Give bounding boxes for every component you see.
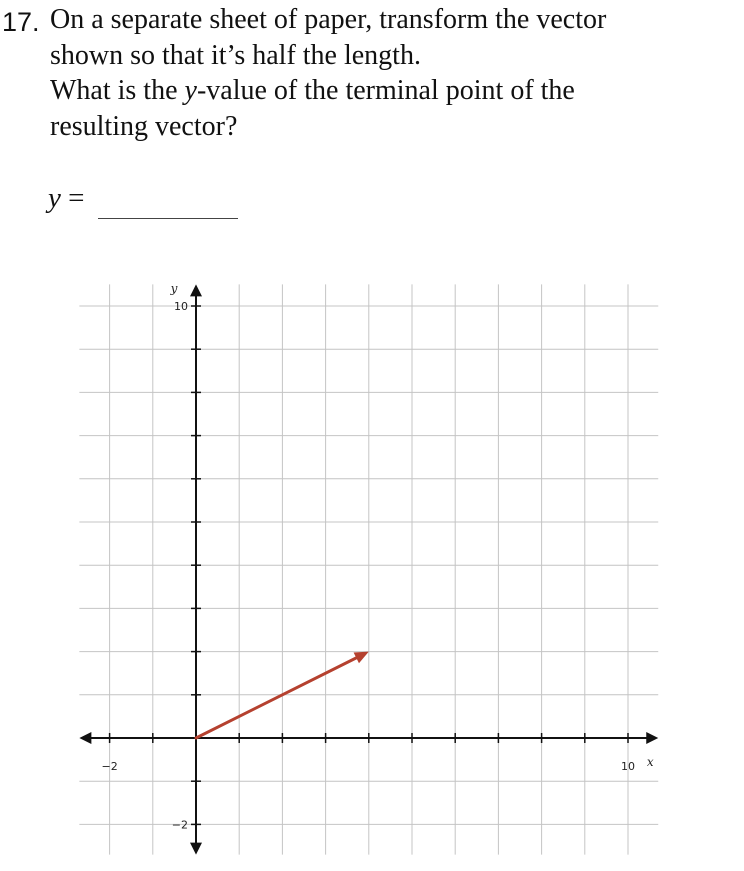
x-tick-label: 10 [621, 760, 635, 773]
question-variable: y [184, 75, 197, 106]
question-text-line-2: shown so that it’s half the length. [50, 40, 421, 71]
question-text-part: -value of the terminal point of the [196, 75, 575, 106]
y-axis-arrow-down [190, 843, 202, 855]
answer-variable: y [48, 182, 61, 214]
answer-equals: = [60, 182, 85, 214]
x-tick-label: −2 [101, 760, 118, 773]
y-tick-label: 10 [174, 300, 188, 313]
question-text-line-4: resulting vector? [50, 111, 238, 142]
question-number: 17. [2, 7, 40, 37]
question-text-part: What is the [50, 75, 185, 106]
question-text-line-1: On a separate sheet of paper, transform the vector [50, 4, 607, 35]
x-axis-arrow-right [646, 732, 658, 744]
y-tick-label: −2 [171, 818, 188, 832]
y-axis-label: y [170, 281, 178, 296]
y-axis-arrow-up [190, 284, 202, 296]
vector-shaft [196, 658, 356, 738]
x-axis-arrow-left [79, 732, 91, 744]
x-axis-label: x [646, 755, 654, 769]
